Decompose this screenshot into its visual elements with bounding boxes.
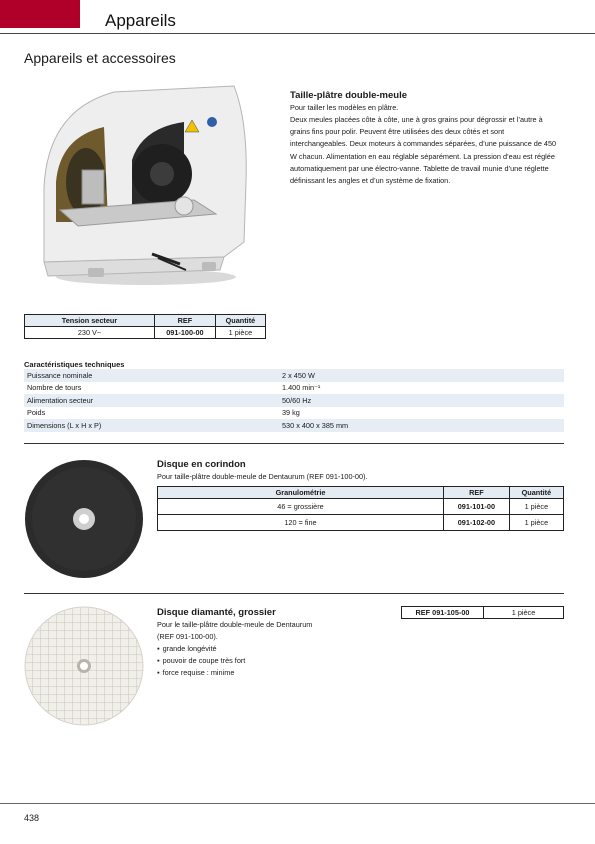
table-cell: 46 = grossière	[158, 499, 444, 515]
table-cell: 1 pièce	[215, 327, 265, 339]
page-number: 438	[24, 813, 40, 823]
spec-key: Nombre de tours	[27, 383, 82, 393]
product-desc-trimmer: Pour tailler les modèles en plâtre.	[290, 103, 399, 112]
voltage-table	[24, 314, 266, 339]
product-body-trimmer: Deux meules placées côte à côte, une à gros grains pour dégrossir et l’autre à grains fins pour polir. Peuvent être utilisées des deux côtés et sont interchangeables. Deux moteurs à commandes séparées, d’une puissance de 450 W chacun. Alimentation en eau réglable séparément. La pression d’eau est réglée automatiquement par une électro-vanne. Tablette de travail munie d’une réglette définissant les angles et d’un système de fixation.	[290, 115, 557, 186]
diamond-feature-list	[157, 643, 245, 680]
product-title-diamond: Disque diamanté, grossier	[157, 607, 276, 618]
diamond-disc-image	[24, 606, 144, 726]
table-header: Granulométrie	[158, 487, 444, 499]
section-color-bar	[0, 0, 80, 28]
section-divider	[24, 593, 564, 594]
list-item: ▪ grande longévité	[157, 643, 245, 655]
spec-value: 530 x 400 x 385 mm	[282, 420, 349, 430]
spec-key: Alimentation secteur	[27, 395, 94, 405]
page-subtitle: Appareils et accessoires	[24, 50, 176, 66]
table-header: REF	[155, 315, 216, 327]
product-title-trimmer: Taille-plâtre double-meule	[290, 90, 408, 101]
table-header: Quantité	[509, 487, 563, 499]
table-cell: 091-101-00	[444, 499, 510, 515]
diamond-ref-table	[401, 606, 564, 619]
spec-key: Puissance nominale	[27, 370, 93, 380]
table-cell: 1 pièce	[509, 515, 563, 531]
product-desc-diamond-2: (REF 091-100-00).	[157, 632, 218, 641]
table-header: REF	[444, 487, 510, 499]
table-row	[24, 369, 564, 382]
table-cell: 1 pièce	[509, 499, 563, 515]
spec-value: 50/60 Hz	[282, 395, 312, 405]
spec-value: 2 x 450 W	[282, 370, 315, 380]
table-row	[24, 407, 564, 420]
footer-divider	[0, 803, 595, 804]
product-title-corundum: Disque en corindon	[157, 459, 246, 470]
table-cell: 120 = fine	[158, 515, 444, 531]
table-row	[24, 394, 564, 407]
spec-key: Dimensions (L x H x P)	[27, 420, 102, 430]
section-divider	[24, 443, 564, 444]
model-trimmer-image	[34, 82, 256, 290]
spec-value: 39 kg	[282, 408, 300, 418]
table-cell: 091-102-00	[444, 515, 510, 531]
spec-value: 1.400 min⁻¹	[282, 383, 321, 393]
specs-table	[24, 369, 564, 432]
specs-title: Caractéristiques techniques	[24, 360, 125, 369]
header-divider	[0, 33, 595, 34]
list-item: ▪ force requise : minime	[157, 667, 245, 679]
list-item: ▪ pouvoir de coupe très fort	[157, 655, 245, 667]
corundum-disc-image	[24, 459, 144, 579]
product-desc-corundum: Pour taille-plâtre double-meule de Dentaurum (REF 091-100-00).	[157, 472, 368, 481]
table-row	[24, 382, 564, 395]
corundum-table	[157, 486, 564, 531]
table-row	[24, 419, 564, 432]
section-title: Appareils	[105, 11, 176, 30]
table-cell: 1 pièce	[484, 607, 564, 619]
table-cell: 230 V~	[25, 327, 155, 339]
table-cell: REF 091-105-00	[402, 607, 484, 619]
table-cell: 091-100-00	[155, 327, 216, 339]
table-header: Tension secteur	[25, 315, 155, 327]
table-header: Quantité	[215, 315, 265, 327]
product-desc-diamond-1: Pour le taille-plâtre double-meule de Dentaurum	[157, 620, 313, 629]
spec-key: Poids	[27, 408, 46, 418]
